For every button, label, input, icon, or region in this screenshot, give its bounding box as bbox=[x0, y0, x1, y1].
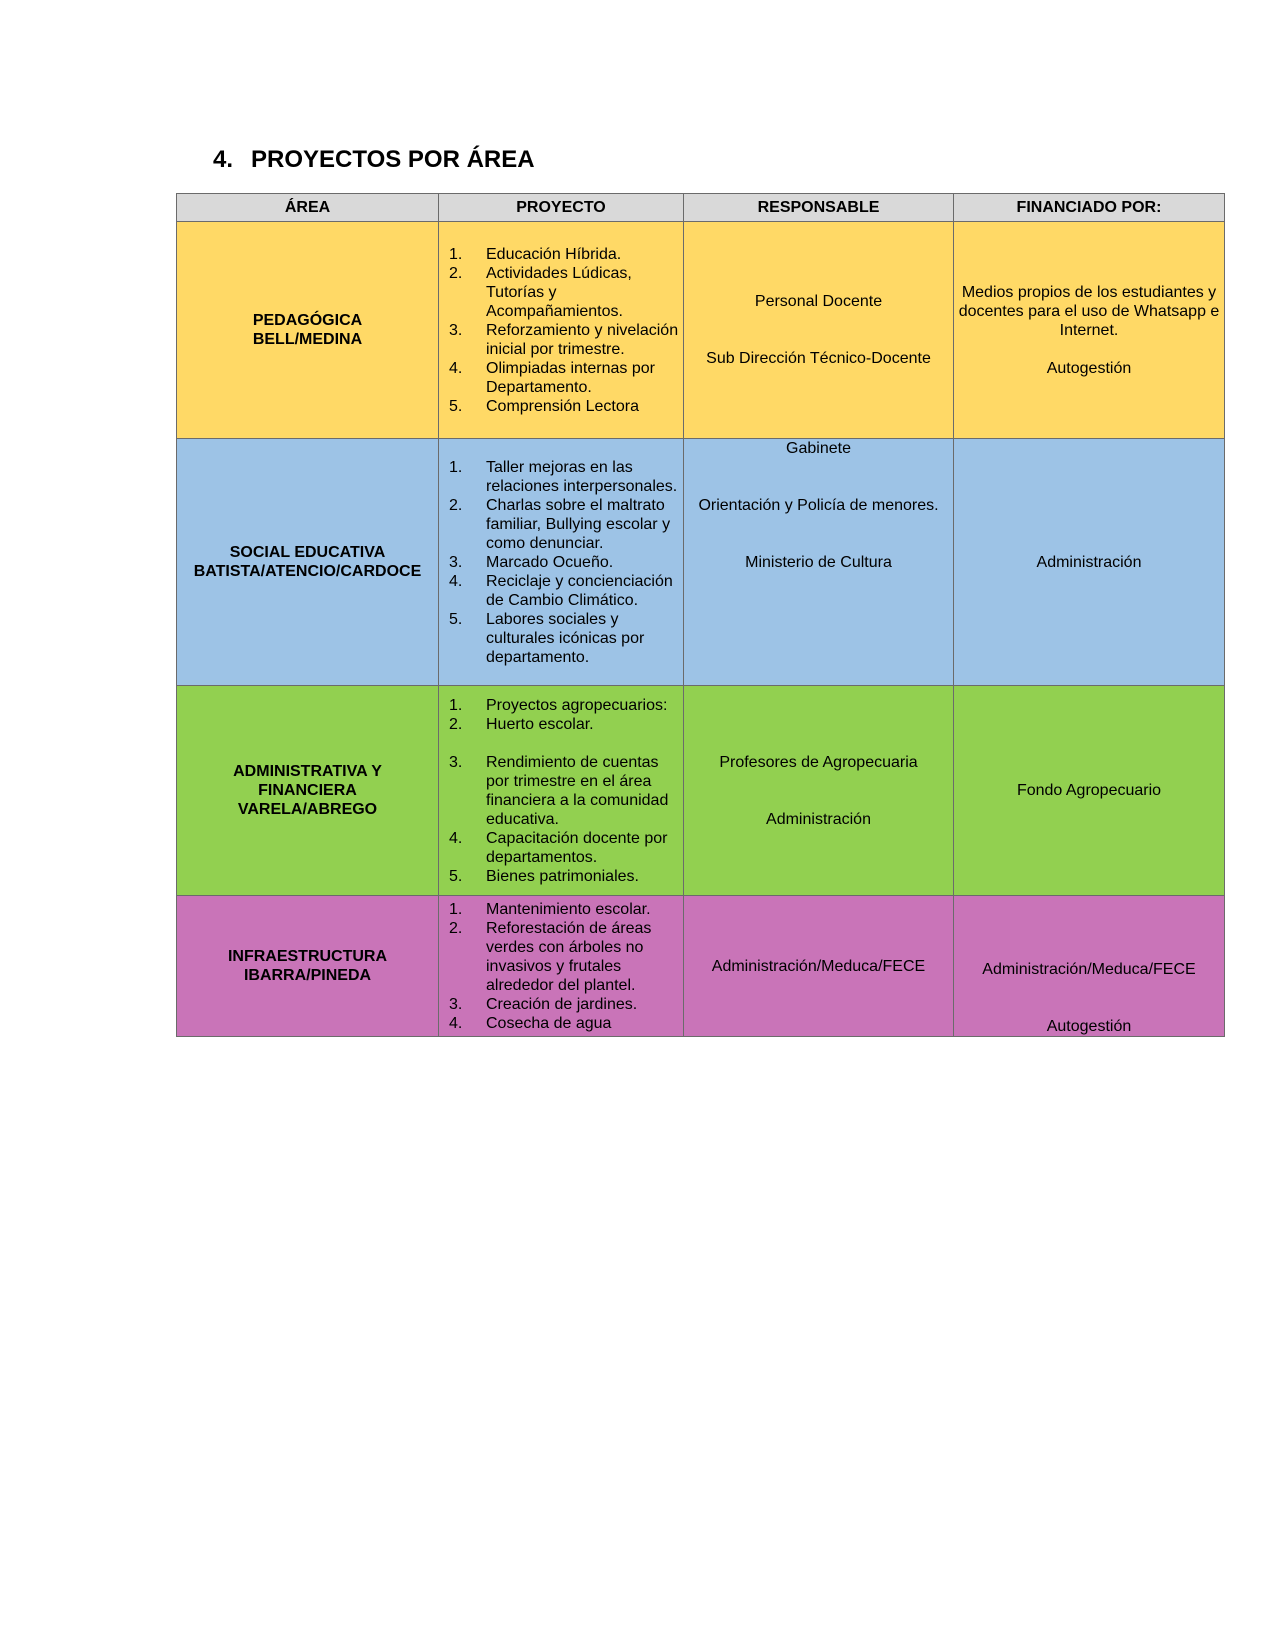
list-item: 1. Educación Híbrida. bbox=[449, 245, 622, 263]
area-cell bbox=[177, 686, 439, 896]
table-row bbox=[177, 439, 1225, 686]
list-item: 4. Capacitación docente por departamentos. bbox=[449, 829, 668, 866]
area-name: SOCIAL EDUCATIVA bbox=[229, 544, 386, 561]
list-item: 2. Reforestación de áreas verdes con árboles no invasivos y frutales alrededor del plantel. bbox=[449, 919, 652, 994]
responsible-cell bbox=[684, 686, 954, 896]
project-list bbox=[443, 458, 679, 667]
responsible-cell bbox=[684, 896, 954, 1037]
funding-cell bbox=[954, 439, 1225, 686]
area-members: IBARRA/PINEDA bbox=[243, 967, 372, 984]
responsible-item: Profesores de Agropecuaria bbox=[719, 753, 918, 771]
table-row bbox=[177, 686, 1225, 896]
section-title: PROYECTOS POR ÁREA bbox=[251, 146, 535, 173]
table-row bbox=[177, 222, 1225, 439]
list-item: 5. Comprensión Lectora bbox=[449, 397, 639, 415]
funding-item: Autogestión bbox=[1046, 1018, 1132, 1035]
list-item: 5. Labores sociales y culturales icónicas por departamento. bbox=[449, 610, 645, 666]
project-list bbox=[443, 245, 679, 416]
list-item: 2. Actividades Lúdicas, Tutorías y Acompañamientos. bbox=[449, 264, 632, 320]
funding-item: Medios propios de los estudiantes y docentes para el uso de Whatsapp e Internet. bbox=[958, 283, 1220, 339]
area-cell bbox=[177, 439, 439, 686]
project-list bbox=[443, 900, 679, 1033]
table-header-row bbox=[177, 194, 1225, 222]
responsible-item: Administración/Meduca/FECE bbox=[711, 957, 926, 975]
funding-item: Administración/Meduca/FECE bbox=[982, 961, 1196, 978]
project-cell bbox=[439, 896, 684, 1037]
list-item: 4. Cosecha de agua bbox=[449, 1014, 612, 1032]
table-row bbox=[177, 896, 1225, 1037]
header-area: ÁREA bbox=[177, 194, 439, 222]
responsible-item: Sub Dirección Técnico-Docente bbox=[706, 350, 931, 367]
funding-item: Fondo Agropecuario bbox=[1016, 782, 1162, 799]
list-item: 1. Mantenimiento escolar. bbox=[449, 900, 651, 918]
funding-item: Autogestión bbox=[1046, 359, 1132, 377]
responsible-cell bbox=[684, 222, 954, 439]
section-number: 4. bbox=[213, 146, 234, 173]
list-item: 3. Rendimiento de cuentas por trimestre en el área financiera a la comunidad educativa. bbox=[449, 753, 669, 828]
header-funding: FINANCIADO POR: bbox=[954, 194, 1225, 222]
list-item: 4. Olimpiadas internas por Departamento. bbox=[449, 359, 655, 396]
funding-cell bbox=[954, 686, 1225, 896]
list-item: 3. Marcado Ocueño. bbox=[449, 553, 614, 571]
list-item: 1. Taller mejoras en las relaciones interpersonales. bbox=[449, 458, 678, 495]
header-responsible: RESPONSABLE bbox=[684, 194, 954, 222]
header-project: PROYECTO bbox=[439, 194, 684, 222]
responsible-item: Gabinete bbox=[786, 440, 851, 457]
list-item: 4. Reciclaje y concienciación de Cambio Climático. bbox=[449, 572, 673, 609]
responsible-item: Orientación y Policía de menores. bbox=[698, 497, 939, 514]
area-name: PEDAGÓGICA bbox=[252, 312, 363, 329]
responsible-item: Ministerio de Cultura bbox=[745, 554, 892, 571]
list-item: 2. Huerto escolar. bbox=[449, 715, 594, 733]
area-cell bbox=[177, 222, 439, 439]
area-members: VARELA/ABREGO bbox=[237, 801, 378, 818]
project-cell bbox=[439, 686, 684, 896]
list-item: 1. Proyectos agropecuarios: bbox=[449, 696, 668, 714]
list-item: 3. Creación de jardines. bbox=[449, 995, 638, 1013]
responsible-item: Personal Docente bbox=[754, 293, 883, 310]
funding-item: Administración bbox=[1036, 553, 1142, 571]
project-cell bbox=[439, 222, 684, 439]
area-members: BATISTA/ATENCIO/CARDOCE bbox=[193, 563, 422, 580]
area-cell bbox=[177, 896, 439, 1037]
responsible-item: Administración bbox=[766, 810, 871, 828]
area-name: INFRAESTRUCTURA bbox=[227, 948, 388, 965]
projects-table bbox=[176, 193, 1225, 1037]
section-heading bbox=[213, 146, 535, 174]
list-item: 3. Reforzamiento y nivelación inicial por trimestre. bbox=[449, 321, 679, 358]
project-cell bbox=[439, 439, 684, 686]
responsible-cell bbox=[684, 439, 954, 686]
funding-cell bbox=[954, 896, 1225, 1037]
list-item: 5. Bienes patrimoniales. bbox=[449, 867, 639, 885]
list-item: 2. Charlas sobre el maltrato familiar, Bullying escolar y como denunciar. bbox=[449, 496, 671, 552]
funding-cell bbox=[954, 222, 1225, 439]
area-members: BELL/MEDINA bbox=[252, 331, 363, 348]
area-name: ADMINISTRATIVA Y FINANCIERA bbox=[233, 763, 382, 799]
project-list bbox=[443, 696, 679, 886]
